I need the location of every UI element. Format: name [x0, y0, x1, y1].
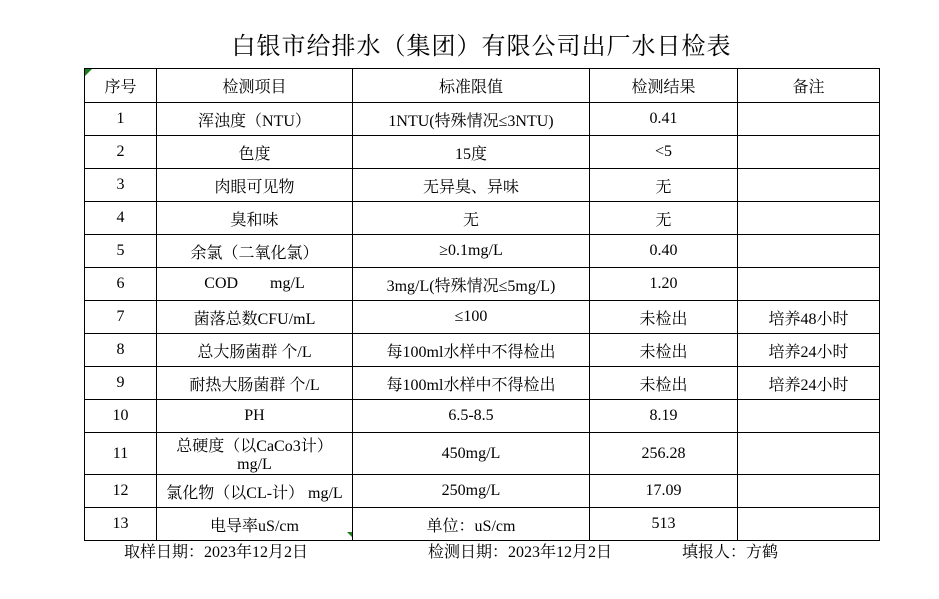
standard-cell: 每100ml水样中不得检出	[353, 334, 590, 367]
remark-cell: 培养24小时	[738, 334, 880, 367]
remark-cell	[738, 508, 880, 541]
remark-cell	[738, 268, 880, 301]
remark-cell: 培养24小时	[738, 367, 880, 400]
daily-check-table	[84, 68, 880, 541]
row-number-cell: 1	[85, 103, 157, 136]
row-number-cell: 7	[85, 301, 157, 334]
table-row	[85, 334, 880, 367]
item-cell: 总大肠菌群 个/L	[157, 334, 353, 367]
result-cell: 无	[590, 169, 738, 202]
remark-cell	[738, 169, 880, 202]
table-header-row	[85, 69, 880, 103]
header-cell-no: 序号	[85, 69, 157, 103]
item-cell: PH	[157, 400, 353, 433]
row-number-cell: 3	[85, 169, 157, 202]
footer-reporter: 填报人：方鹤	[682, 544, 779, 561]
standard-cell: 单位：uS/cm	[353, 508, 590, 541]
header-cell-standard: 标准限值	[353, 69, 590, 103]
table-body	[85, 103, 880, 541]
standard-cell: 15度	[353, 136, 590, 169]
result-cell: 未检出	[590, 367, 738, 400]
standard-cell: 450mg/L	[353, 433, 590, 475]
result-cell: <5	[590, 136, 738, 169]
header-cell-item: 检测项目	[157, 69, 353, 103]
row-number-cell: 2	[85, 136, 157, 169]
item-cell: 耐热大肠菌群 个/L	[157, 367, 353, 400]
row-number-cell: 11	[85, 433, 157, 475]
standard-cell: 250mg/L	[353, 475, 590, 508]
standard-cell: 3mg/L(特殊情况≤5mg/L)	[353, 268, 590, 301]
result-cell: 0.40	[590, 235, 738, 268]
footer-sampling-date: 取样日期：2023年12月2日	[124, 544, 309, 561]
row-number-cell: 10	[85, 400, 157, 433]
table-row	[85, 103, 880, 136]
item-cell: 肉眼可见物	[157, 169, 353, 202]
table-row	[85, 475, 880, 508]
standard-cell: 无	[353, 202, 590, 235]
remark-cell	[738, 235, 880, 268]
table-row	[85, 508, 880, 541]
table-row	[85, 400, 880, 433]
row-number-cell: 4	[85, 202, 157, 235]
item-cell: 电导率uS/cm	[157, 508, 353, 541]
header-cell-result: 检测结果	[590, 69, 738, 103]
item-cell: 氯化物（以CL-计） mg/L	[157, 475, 353, 508]
result-cell: 17.09	[590, 475, 738, 508]
table-row	[85, 136, 880, 169]
remark-cell	[738, 136, 880, 169]
table-row	[85, 235, 880, 268]
table-row	[85, 367, 880, 400]
remark-cell	[738, 433, 880, 475]
remark-cell: 培养48小时	[738, 301, 880, 334]
standard-cell: 无异臭、异味	[353, 169, 590, 202]
footer-testing-date: 检测日期：2023年12月2日	[428, 544, 613, 561]
standard-cell: 每100ml水样中不得检出	[353, 367, 590, 400]
result-cell: 0.41	[590, 103, 738, 136]
item-cell: 浑浊度（NTU）	[157, 103, 353, 136]
page-title: 白银市给排水（集团）有限公司出厂水日检表	[231, 34, 732, 60]
table-row	[85, 301, 880, 334]
result-cell: 未检出	[590, 334, 738, 367]
row-number-cell: 8	[85, 334, 157, 367]
remark-cell	[738, 202, 880, 235]
row-number-cell: 9	[85, 367, 157, 400]
item-cell: 余氯（二氧化氯）	[157, 235, 353, 268]
item-cell: 色度	[157, 136, 353, 169]
standard-cell: ≤100	[353, 301, 590, 334]
standard-cell: ≥0.1mg/L	[353, 235, 590, 268]
result-cell: 未检出	[590, 301, 738, 334]
row-number-cell: 5	[85, 235, 157, 268]
standard-cell: 1NTU(特殊情况≤3NTU)	[353, 103, 590, 136]
result-cell: 8.19	[590, 400, 738, 433]
remark-cell	[738, 400, 880, 433]
table-row	[85, 202, 880, 235]
result-cell: 256.28	[590, 433, 738, 475]
row-number-cell: 13	[85, 508, 157, 541]
result-cell: 无	[590, 202, 738, 235]
table-row	[85, 433, 880, 475]
table-row	[85, 169, 880, 202]
item-cell: 臭和味	[157, 202, 353, 235]
item-cell: 总硬度（以CaCo3计） mg/L	[157, 433, 353, 475]
remark-cell	[738, 103, 880, 136]
row-number-cell: 12	[85, 475, 157, 508]
result-cell: 513	[590, 508, 738, 541]
item-cell: COD mg/L	[157, 268, 353, 301]
item-cell: 菌落总数CFU/mL	[157, 301, 353, 334]
result-cell: 1.20	[590, 268, 738, 301]
remark-cell	[738, 475, 880, 508]
row-number-cell: 6	[85, 268, 157, 301]
standard-cell: 6.5-8.5	[353, 400, 590, 433]
table-row	[85, 268, 880, 301]
header-cell-remark: 备注	[738, 69, 880, 103]
